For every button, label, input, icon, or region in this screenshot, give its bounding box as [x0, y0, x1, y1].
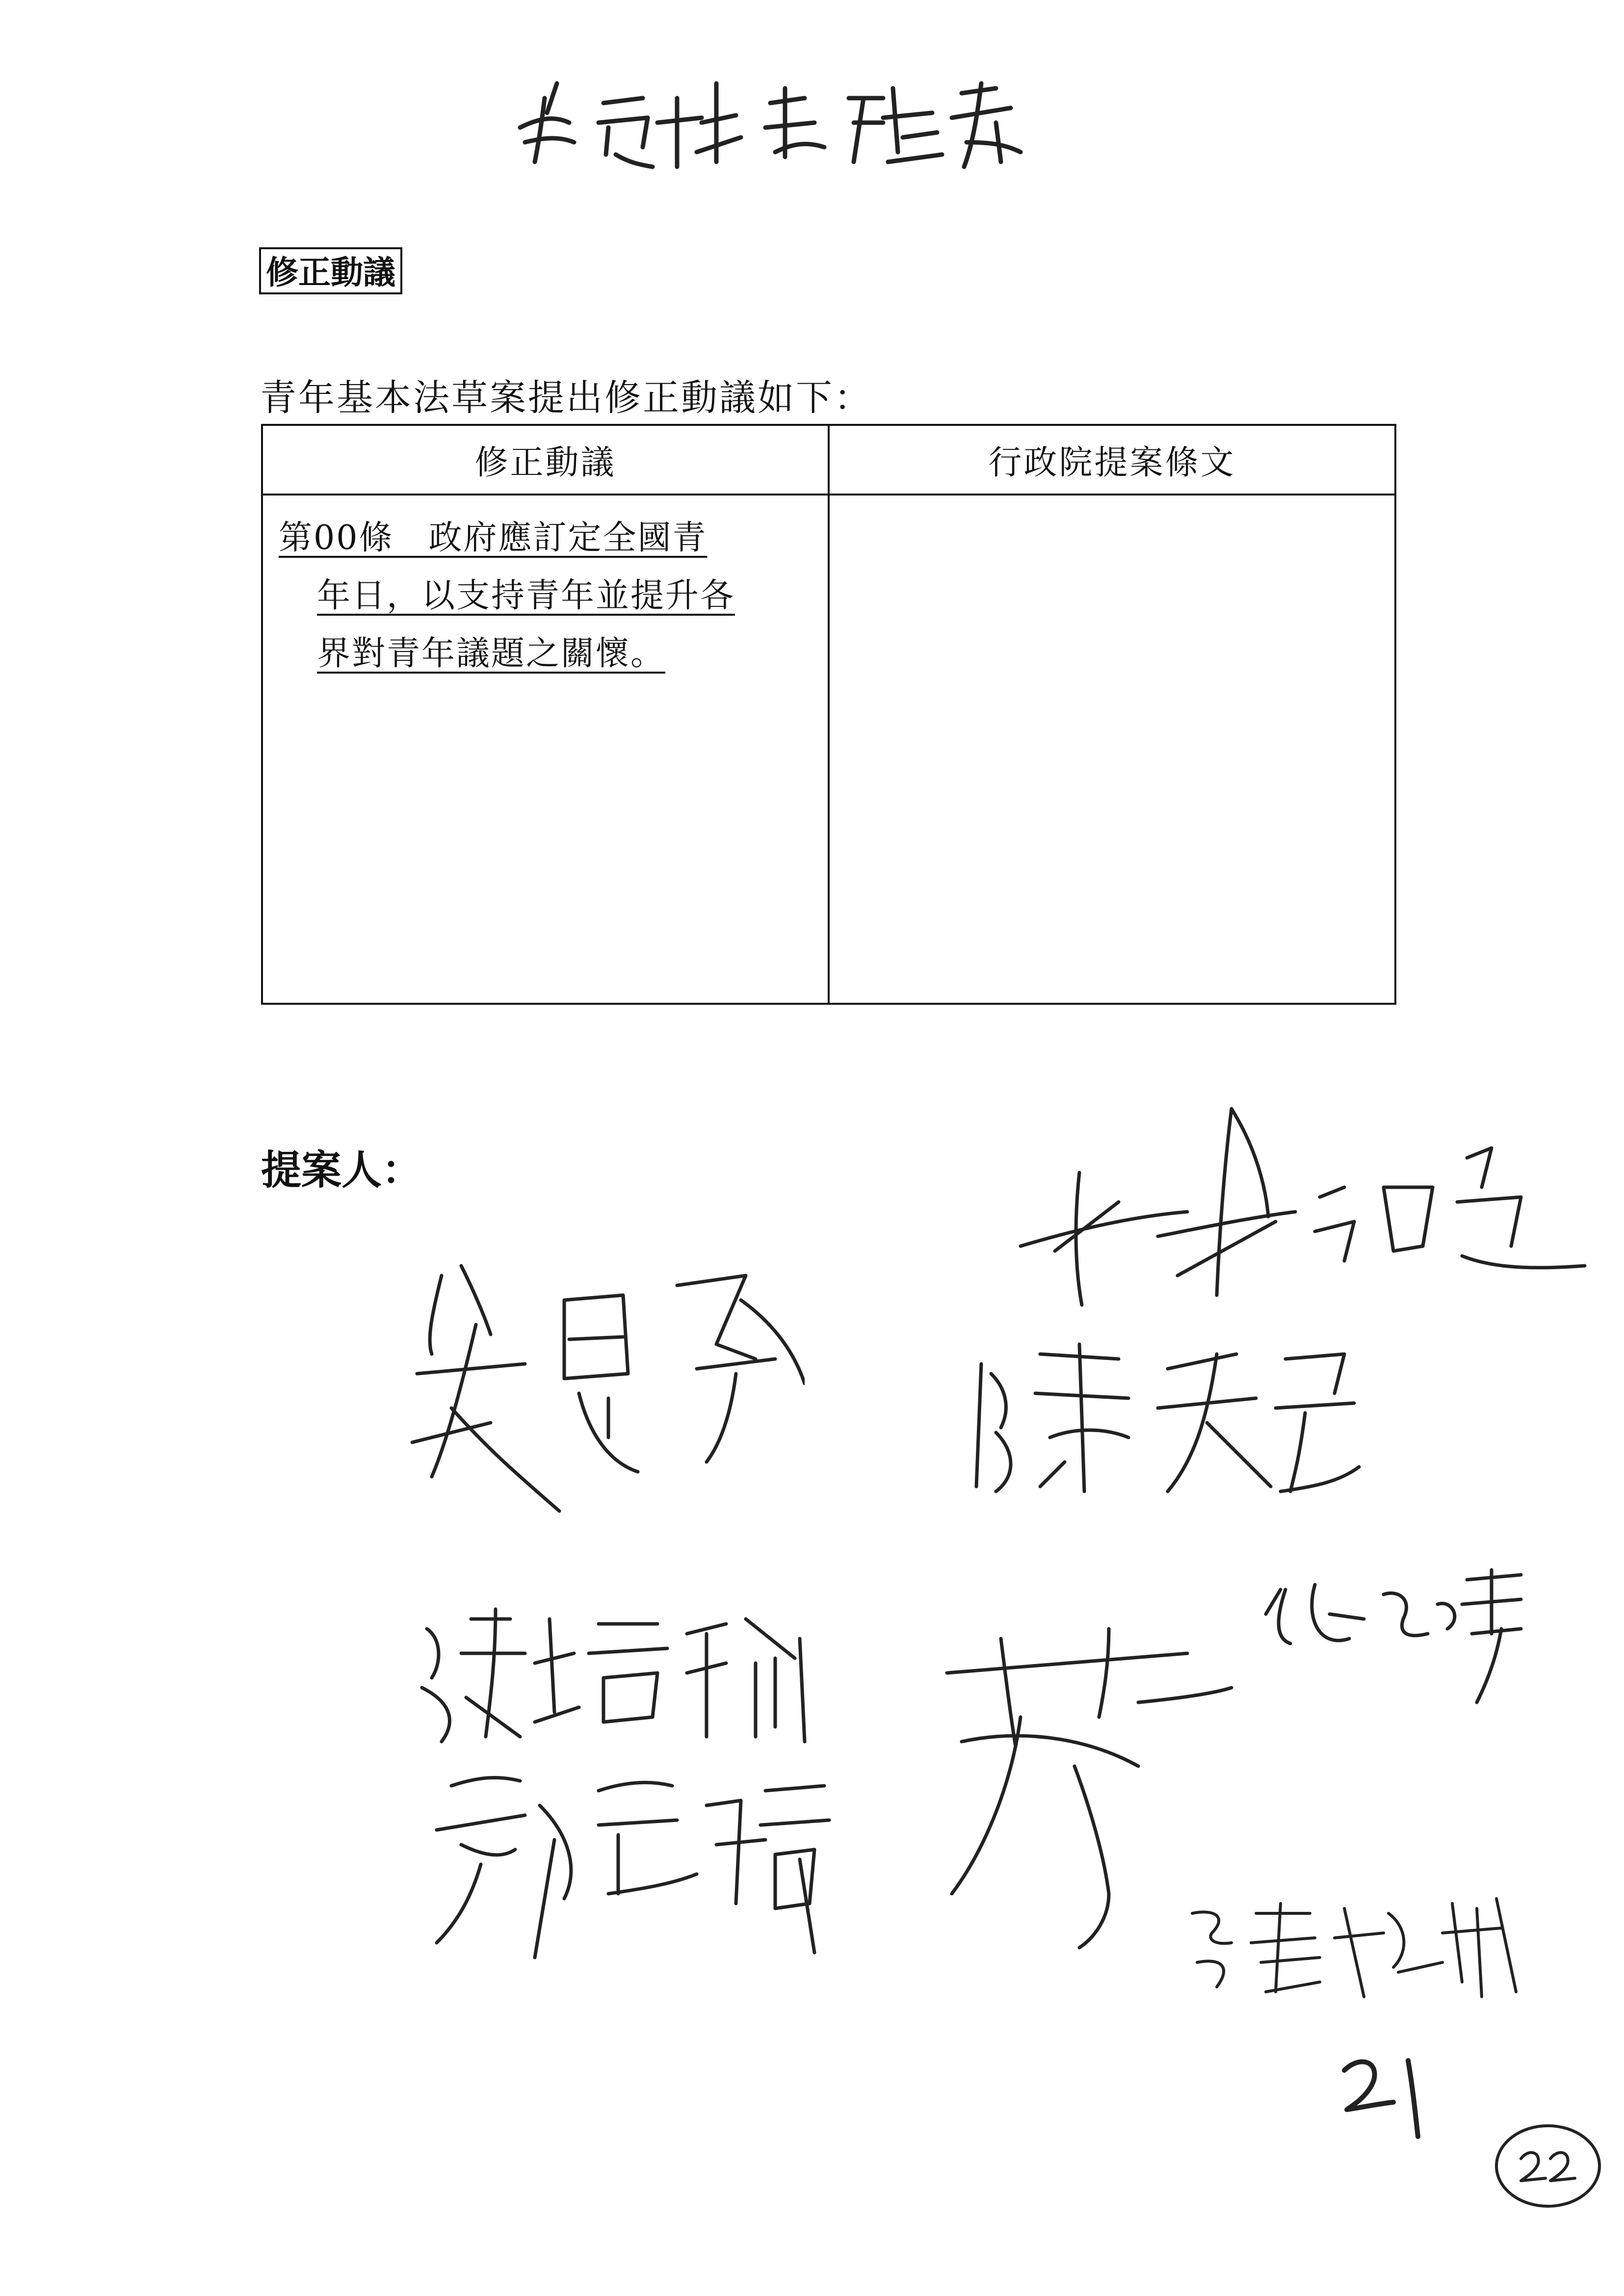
- handwritten-title: [510, 69, 1030, 172]
- column-header-executive: 行政院提案條文: [829, 425, 1395, 495]
- signature-2: [402, 1246, 805, 1521]
- proposers-label: 提案人：: [261, 1147, 422, 1194]
- page-number: [1335, 2041, 1433, 2139]
- table-row: [262, 495, 1395, 1004]
- amendment-line-1: 第00條 政府應訂定全國青: [279, 519, 707, 557]
- signature-3: [962, 1325, 1364, 1511]
- signature-6: [1256, 1560, 1531, 1707]
- column-header-amendment: 修正動議: [262, 425, 829, 495]
- circled-number: [1492, 2119, 1604, 2213]
- signature-8: [1178, 1884, 1521, 2011]
- executive-text-cell: [829, 495, 1395, 1004]
- signature-1: [1001, 1089, 1590, 1315]
- signature-4: [412, 1590, 814, 1756]
- amendment-line-3: 界對青年議題之關懷。: [317, 634, 666, 673]
- amendment-cell: [262, 495, 829, 1004]
- amendment-line-2: 年日，以支持青年並提升各: [317, 576, 735, 615]
- motion-table: [261, 424, 1396, 1005]
- intro-text: 青年基本法草案提出修正動議如下：: [260, 377, 872, 419]
- signature-7: [422, 1747, 834, 1972]
- table-header-row: [262, 425, 1395, 495]
- motion-tag: 修正動議: [259, 247, 402, 294]
